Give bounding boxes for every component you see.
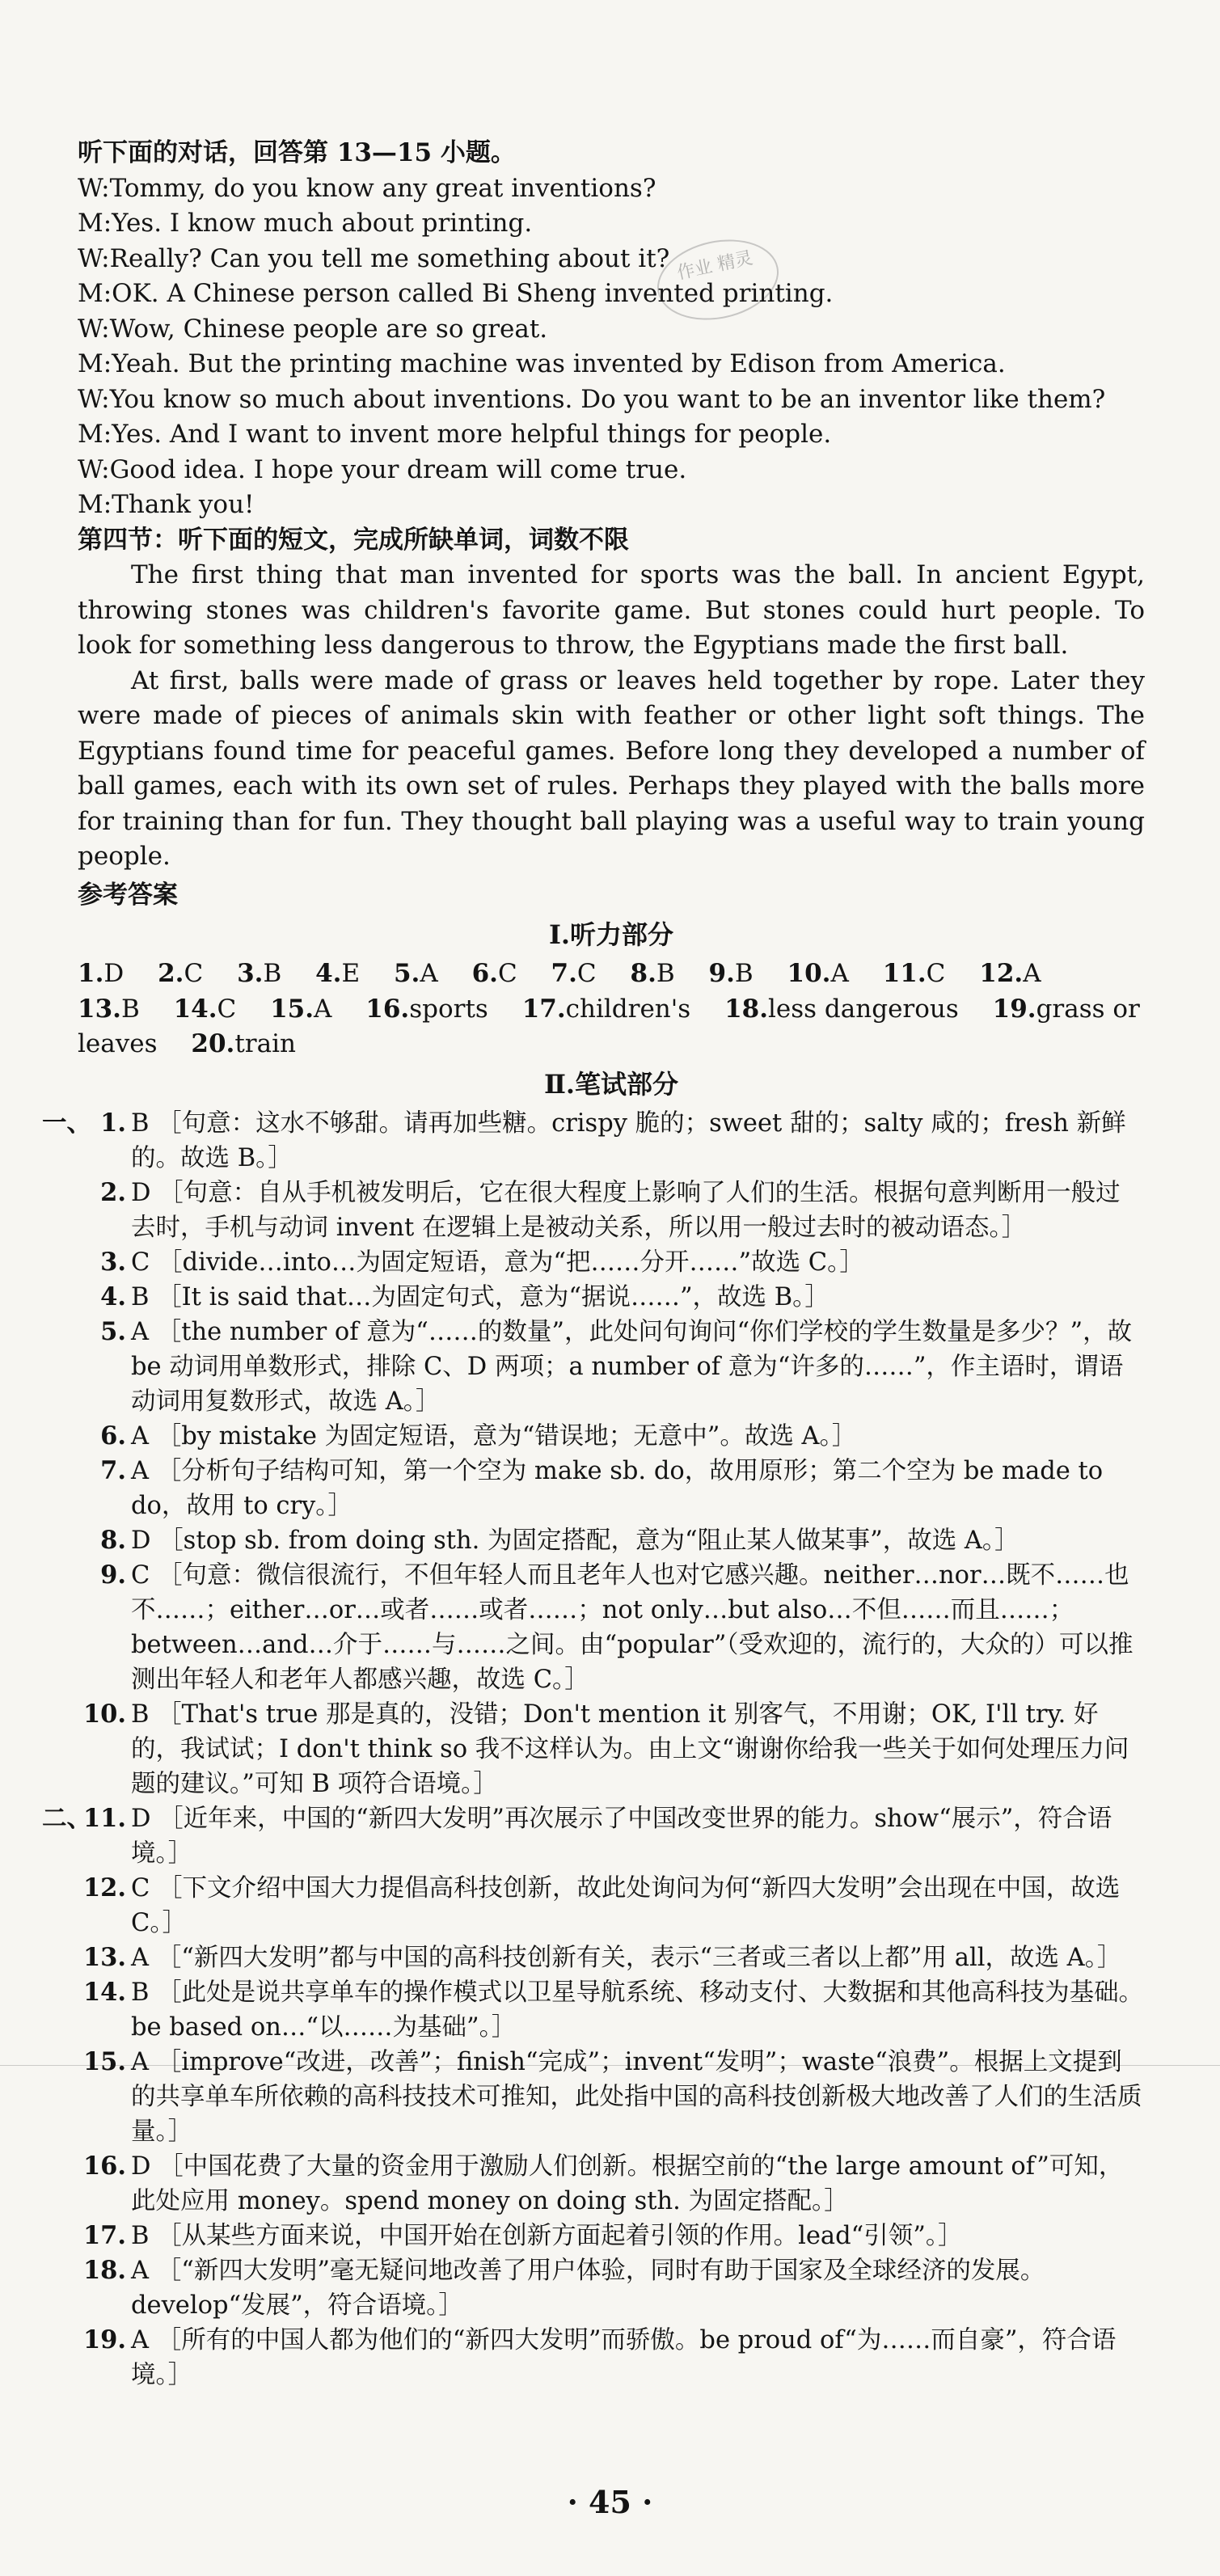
question-number: 4. [100,1282,126,1311]
answer-number: 4. [315,959,342,988]
answer-explanation: ［中国花费了大量的资金用于激励人们创新。根据空前的“the large amount of”可知，此处应用 money。spend money on doing sth. 为固定搭配。］ [131,2152,1124,2215]
dialogue-line: M:Yes. And I want to invent more helpful things for people. [78,420,832,449]
listening-answer [709,959,754,988]
answer-explanation: ［句意：自从手机被发明后，它在很大程度上影响了人们的生活。根据句意判断用一般过去时，手机与动词 invent 在逻辑上是被动关系，所以用一般过去时的被动语态。］ [131,1178,1121,1242]
answer-number: 3. [237,959,264,988]
answer-choice: B [131,1978,150,2007]
listening-answers [78,956,1145,1062]
stamp-text: 作业 精灵 [675,247,755,284]
dialogue-line: M:Thank you! [78,490,255,519]
listening-answer [270,995,331,1024]
answer-number: 2. [158,959,184,988]
passage [78,558,1145,875]
writing-answer [78,2219,1145,2253]
question-number: 7. [100,1455,126,1485]
answer-explanation: ［divide…into…为固定短语，意为“把……分开……”故选 C。］ [158,1248,864,1277]
answer-choice: C [217,994,237,1024]
writing-answer [78,1940,1145,1975]
listening-answer [394,959,438,988]
dialogue-line: W:Tommy, do you know any great inventions? [78,173,656,203]
page-number: · 45 · [567,2484,653,2520]
listening-answer [365,995,488,1024]
answer-explanation: ［by mistake 为固定短语，意为“错误地；无意中”。故选 A。］ [156,1421,857,1451]
question-number: 14. [82,1977,126,2007]
answer-choice: B [656,959,675,988]
listening-intro: 听下面的对话，回答第 13—15 小题。 [78,138,516,167]
question-number: 19. [82,2325,126,2354]
answer-choice: D [131,2152,151,2181]
answer-number: 6. [471,959,498,988]
writing-answer [42,1106,1145,1176]
question-number: 17. [82,2220,126,2250]
answer-explanation: ［“新四大发明”都与中国的高科技创新有关，表示“三者或三者以上都”用 all，故选 A。］ [156,1943,1122,1972]
writing-answer [78,1523,1145,1558]
answer-number: 20. [191,1029,235,1058]
answer-explanation: ［下文介绍中国大力提倡高科技创新，故此处询问为何“新四大发明”会出现在中国，故选 C。］ [131,1873,1121,1937]
dialogue-line: W:Wow, Chinese people are so great. [78,314,548,344]
listening-answer [472,959,517,988]
listening-answer [78,995,140,1024]
answer-number: 8. [630,959,656,988]
writing-answer [78,1697,1145,1801]
question-number: 10. [82,1699,126,1729]
answer-number: 17. [521,994,566,1024]
question-number: 5. [100,1316,126,1346]
passage-paragraph: The first thing that man invented for sports was the ball. In ancient Egypt, throwing stones was children's favorite game. But stones could hurt people. To look for something less dangerous to throw, the Egyptians made the first ball. [78,560,1145,660]
question-number: 6. [100,1421,126,1451]
dialogue-line: M:OK. A Chinese person called Bi Sheng invented printing. [78,279,834,308]
writing-answer [78,2253,1145,2323]
answer-choice: B [120,994,140,1024]
answer-choice: A [131,1421,150,1451]
writing-answer [78,1176,1145,1245]
answer-choice: A [131,2256,150,2285]
writing-section-title: Ⅱ.笔试部分 [543,1068,679,1100]
answer-number: 7. [551,959,577,988]
listening-answer [522,995,691,1024]
answer-explanation: ［分析句子结构可知，第一个空为 make sb. do，故用原形；第二个空为 be made to do，故用 to cry。］ [131,1456,1104,1520]
answer-choice: A [830,959,849,988]
answer-choice: train [234,1029,296,1058]
answer-explanation: ［the number of 意为“……的数量”，此处问句询问“你们学校的学生数量是多少？”，故 be 动词用单数形式，排除 C、D 两项；a number of 意为“许多的……”，作主语时，谓语动词用复数形式，故选 A。］ [131,1317,1133,1416]
section-label: 一、 [42,1108,91,1138]
answer-choice: E [341,959,361,988]
answer-number: 18. [724,994,768,1024]
answer-choice: A [131,1943,150,1972]
answer-number: 9. [708,959,735,988]
writing-answer [78,1871,1145,1940]
answer-key-title: 参考答案 [78,880,178,910]
answer-choice: B [131,1282,150,1311]
answer-number: 11. [882,959,927,988]
question-number: 16. [82,2151,126,2181]
answer-explanation: ［It is said that…为固定句式，意为“据说……”，故选 B。］ [157,1282,830,1311]
question-number: 9. [100,1560,126,1590]
answer-explanation: ［句意：这水不够甜。请再加些糖。crispy 脆的；sweet 甜的；salty 咸的；fresh 新鲜的。故选 B。］ [131,1109,1126,1172]
answer-choice: A [131,1456,150,1485]
answer-number: 1. [78,959,104,988]
dialogue-line: W:Good idea. I hope your dream will come true. [78,454,687,484]
section4-heading: 第四节：听下面的短文，完成所缺单词，词数不限 [78,525,629,555]
listening-answer [631,959,675,988]
answer-choice: A [131,2047,150,2076]
answer-number: 12. [979,959,1024,988]
answer-choice: B [263,959,282,988]
answer-number: 19. [992,994,1036,1024]
answer-explanation: ［句意：微信很流行，不但年轻人而且老年人也对它感兴趣。neither…nor…既不……也不……；either…or…或者……或者……；not only…but also…不但……而且……；between…and…介于……与……之间。由“popular”（受欢迎的，流行的，大众的）可以推测出年轻人和老年人都感兴趣，故选 C。］ [131,1560,1133,1694]
writing-answer [78,2323,1145,2392]
listening-answer [551,959,597,988]
answer-choice: A [1023,959,1041,988]
listening-section-title: Ⅰ.听力部分 [548,919,674,950]
writing-answer [78,1245,1145,1280]
listening-answer [883,959,946,988]
answer-choice: children's [565,994,691,1024]
listening-answer [237,959,281,988]
answer-choice: less dangerous [768,994,959,1024]
answer-choice: C [497,959,517,988]
answer-choice: A [420,959,438,988]
content-column [42,136,1145,2392]
answer-choice: C [576,959,597,988]
writing-answer [78,1975,1145,2045]
answer-choice: A [314,994,332,1024]
question-number: 8. [100,1525,126,1555]
writing-answer [42,1801,1145,1871]
answer-explanation: ［“新四大发明”毫无疑问地改善了用户体验，同时有助于国家及全球经济的发展。develop“发展”，符合语境。］ [131,2256,1045,2320]
answer-choice: grass or leaves [78,994,1140,1058]
answer-choice: sports [409,994,488,1024]
question-number: 11. [82,1803,126,1833]
answer-choice: C [184,959,204,988]
answer-choice: B [131,1700,150,1729]
writing-answers [42,1106,1145,2392]
answer-number: 13. [78,994,121,1024]
dialogue-line: W:Really? Can you tell me something about it? [78,243,670,273]
listening-answer [979,959,1041,988]
question-number: 15. [82,2046,126,2076]
answer-choice: B [131,2221,150,2250]
dialogue-line: M:Yes. I know much about printing. [78,209,533,238]
answer-number: 14. [173,994,217,1024]
answer-explanation: ［所有的中国人都为他们的“新四大发明”而骄傲。be proud of“为……而自豪”，符合语境。］ [131,2325,1117,2389]
question-number: 2. [100,1177,126,1207]
answer-choice: D [131,1804,151,1833]
writing-answer [78,1315,1145,1419]
section-label: 二、 [42,1803,91,1833]
answer-choice: B [734,959,754,988]
listening-answer [78,959,124,988]
writing-answer [78,1454,1145,1523]
answer-explanation: ［此处是说共享单车的操作模式以卫星导航系统、移动支付、大数据和其他高科技为基础。be based on…“以……为基础”。］ [131,1978,1144,2042]
answer-choice: D [131,1178,151,1207]
writing-answer [78,1280,1145,1315]
listening-answer [787,959,849,988]
listening-answer [724,995,959,1024]
answer-explanation: ［近年来，中国的“新四大发明”再次展示了中国改变世界的能力。show“展示”，符合语境。］ [131,1804,1112,1868]
answer-choice: B [131,1109,150,1138]
dialogue [78,171,1145,523]
question-number: 1. [100,1108,126,1138]
answer-number: 10. [787,959,831,988]
listening-answer [174,995,237,1024]
question-number: 13. [82,1942,126,1972]
answer-number: 5. [393,959,420,988]
answer-explanation: ［stop sb. from doing sth. 为固定搭配，意为“阻止某人做某事”，故选 A。］ [158,1526,1019,1555]
question-number: 12. [82,1873,126,1902]
listening-answer [191,1029,296,1058]
writing-answer [78,2149,1145,2219]
answer-number: 16. [365,994,410,1024]
question-number: 18. [82,2255,126,2285]
answer-choice: C [131,1873,150,1902]
dialogue-line: M:Yeah. But the printing machine was invented by Edison from America. [78,349,1006,378]
answer-choice: C [131,1248,150,1277]
writing-answer [78,1558,1145,1697]
writing-answer [78,2045,1145,2149]
answer-choice: C [131,1560,150,1590]
answer-explanation: ［improve“改进，改善”；finish“完成”；invent“发明”；waste“浪费”。根据上文提到的共享单车所依赖的高科技技术可推知，此处指中国的高科技创新极大地改善了人们的生活质量。］ [131,2047,1142,2146]
question-number: 3. [100,1247,126,1277]
passage-paragraph: At first, balls were made of grass or leaves held together by rope. Later they were made of pieces of animals skin with feather or other light soft things. The Egyptians found time for peaceful games. Before long they developed a number of ball games, each with its own set of rules. Perhaps they played with the balls more for training than for fun. They thought ball playing was a useful way to train young people. [78,665,1145,871]
listening-answer [158,959,203,988]
answer-explanation: ［That's true 那是真的，没错；Don't mention it 别客气，不用谢；OK, I'll try. 好的，我试试；I don't think so 我不这样认为。由上文“谢谢你给我一些关于如何处理压力问题的建议。”可知 B 项符合语境。］ [131,1700,1129,1798]
answer-choice: D [131,1526,151,1555]
writing-answer [78,1419,1145,1454]
answer-number: 15. [270,994,314,1024]
answer-explanation: ［从某些方面来说，中国开始在创新方面起着引领的作用。lead“引领”。］ [157,2221,963,2250]
answer-choice: A [131,1317,150,1346]
answer-choice: C [926,959,946,988]
listening-answer [315,959,360,988]
answer-choice: D [103,959,125,988]
answer-choice: A [131,2325,150,2354]
dialogue-line: W:You know so much about inventions. Do you want to be an inventor like them? [78,384,1106,414]
